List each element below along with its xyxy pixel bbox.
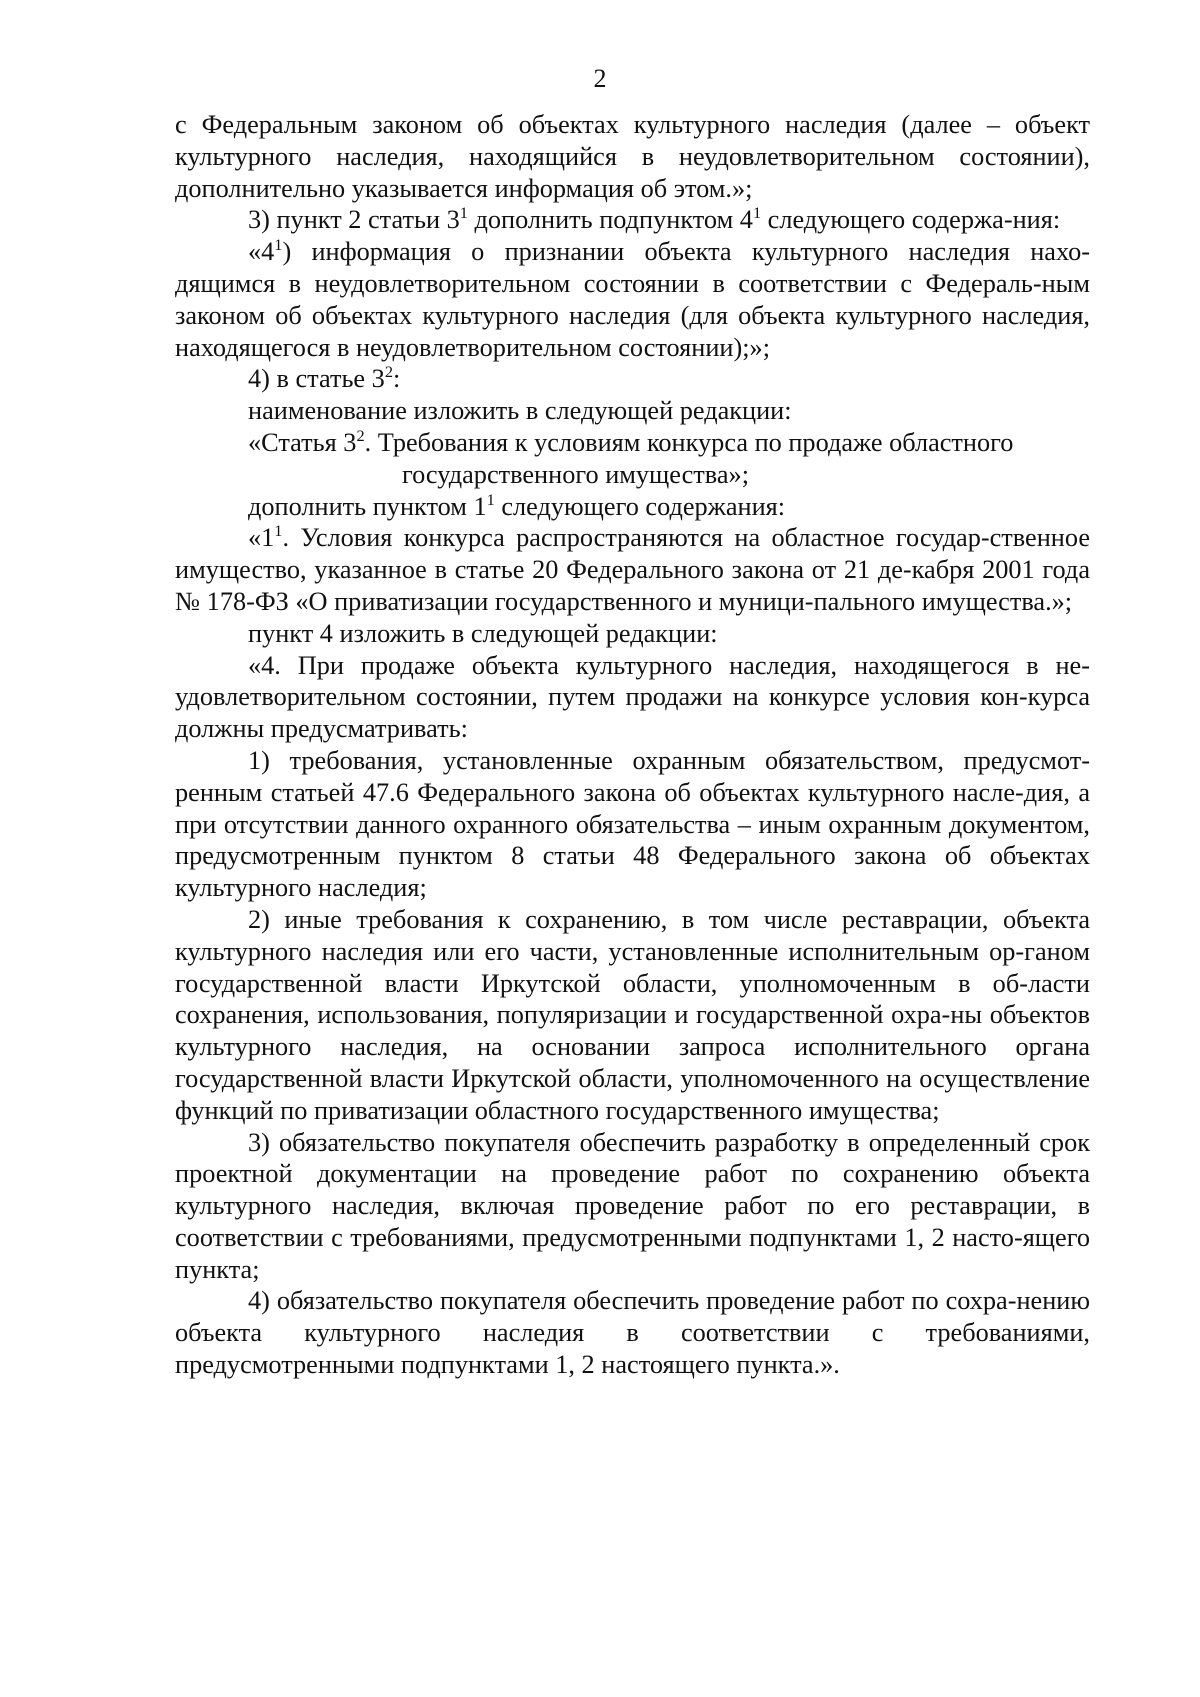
paragraph-add-point bbox=[175, 491, 1090, 523]
superscript: 2 bbox=[356, 425, 365, 445]
superscript: 2 bbox=[384, 362, 393, 382]
article-title-line-1 bbox=[248, 427, 1090, 459]
text-run: дополнить пунктом 1 bbox=[248, 491, 487, 521]
paragraph-item-3 bbox=[175, 204, 1090, 236]
text-run: 3) пункт 2 статьи 3 bbox=[248, 205, 460, 235]
document-body bbox=[175, 109, 1090, 1381]
superscript: 1 bbox=[459, 203, 468, 223]
text-run: «Статья 3 bbox=[248, 427, 357, 457]
superscript: 1 bbox=[274, 521, 283, 541]
text-run: «4 bbox=[248, 237, 275, 267]
paragraph-requirement-3: 3) обязательство покупателя обеспечить разработку в определенный срок проектной документации на проведение работ по сохранению объекта культурного наследия, включая проведение работ по его реставрации, в соответствии с требованиями, предусмотренными подпунктами 1, 2 насто-ящего пункта; bbox=[175, 1127, 1090, 1284]
text-run: следующего содержания: bbox=[494, 491, 786, 521]
paragraph-point-1-1 bbox=[175, 522, 1090, 617]
paragraph-requirement-4: 4) обязательство покупателя обеспечить проведение работ по сохра-нению объекта культурного наследия в соответствии с требованиями, предусмотренными подпунктами 1, 2 настоящего пункта.». bbox=[175, 1286, 1090, 1380]
text-run: ) информация о признании объекта культурного наследия нахо-дящимся в неудовлетворительном состоянии в соответствии с Федераль-ным законом об объектах культурного наследия (для объекта культурного наследия, находящегося в неудовлетворительном состоянии);»; bbox=[175, 237, 1090, 362]
superscript: 1 bbox=[752, 203, 762, 223]
article-title-line-2: государственного имущества»; bbox=[402, 459, 749, 489]
paragraph-subitem-4-1 bbox=[175, 236, 1090, 363]
article-title-block bbox=[175, 427, 1090, 491]
text-run: : bbox=[392, 364, 401, 394]
text-run: «1 bbox=[248, 523, 275, 553]
paragraph-requirement-1: 1) требования, установленные охранным обязательством, предусмот-ренным статьей 47.6 Федерального закона об объектах культурного насле-дия, а при отсутствии данного охранного обязательства – иным охранным документом, предусмотренным пунктом 8 статьи 48 Федерального закона об объектах культурного наследия; bbox=[175, 745, 1090, 903]
paragraph-requirement-2: 2) иные требования к сохранению, в том числе реставрации, объекта культурного наследия или его части, установленные исполнительным ор-ганом государственной власти Иркутской области, уполномоченным в об-ласти сохранения, использования, популяризации и государственной охра-ны объектов культурного наследия, на основании запроса исполнительного органа государственной власти Иркутской области, уполномоченного на осуществление функций по приватизации областного государственного имущества; bbox=[175, 904, 1090, 1125]
paragraph-item-4 bbox=[175, 363, 1090, 395]
paragraph-title-instruction: наименование изложить в следующей редакции: bbox=[248, 396, 792, 426]
paragraph-point-4: «4. При продаже объекта культурного наследия, находящегося в не-удовлетворительном состоянии, путем продажи на конкурсе условия кон-курса должны предусматривать: bbox=[175, 650, 1090, 744]
paragraph-continuation: с Федеральным законом об объектах культурного наследия (далее – объект культурного наследия, находящийся в неудовлетворительном состоянии), дополнительно указывается информация об этом.»; bbox=[175, 110, 1090, 203]
text-run: . Требования к условиям конкурса по продаже областного bbox=[364, 427, 1014, 457]
page-number: 2 bbox=[593, 64, 607, 93]
text-run: . Условия конкурса распространяются на областное государ-ственное имущество, указанное в статье 20 Федерального закона от 21 де-кабря 2001 года № 178-ФЗ «О приватизации государственного и муници-пального имущества.»; bbox=[175, 523, 1090, 616]
paragraph-point-4-instruction: пункт 4 изложить в следующей редакции: bbox=[248, 618, 718, 648]
superscript: 1 bbox=[274, 235, 283, 255]
text-run: следующего содержа-ния: bbox=[761, 205, 1061, 235]
text-run: дополнить подпунктом 4 bbox=[467, 205, 753, 235]
text-run: 4) в статье 3 bbox=[248, 364, 385, 394]
superscript: 1 bbox=[486, 489, 495, 509]
